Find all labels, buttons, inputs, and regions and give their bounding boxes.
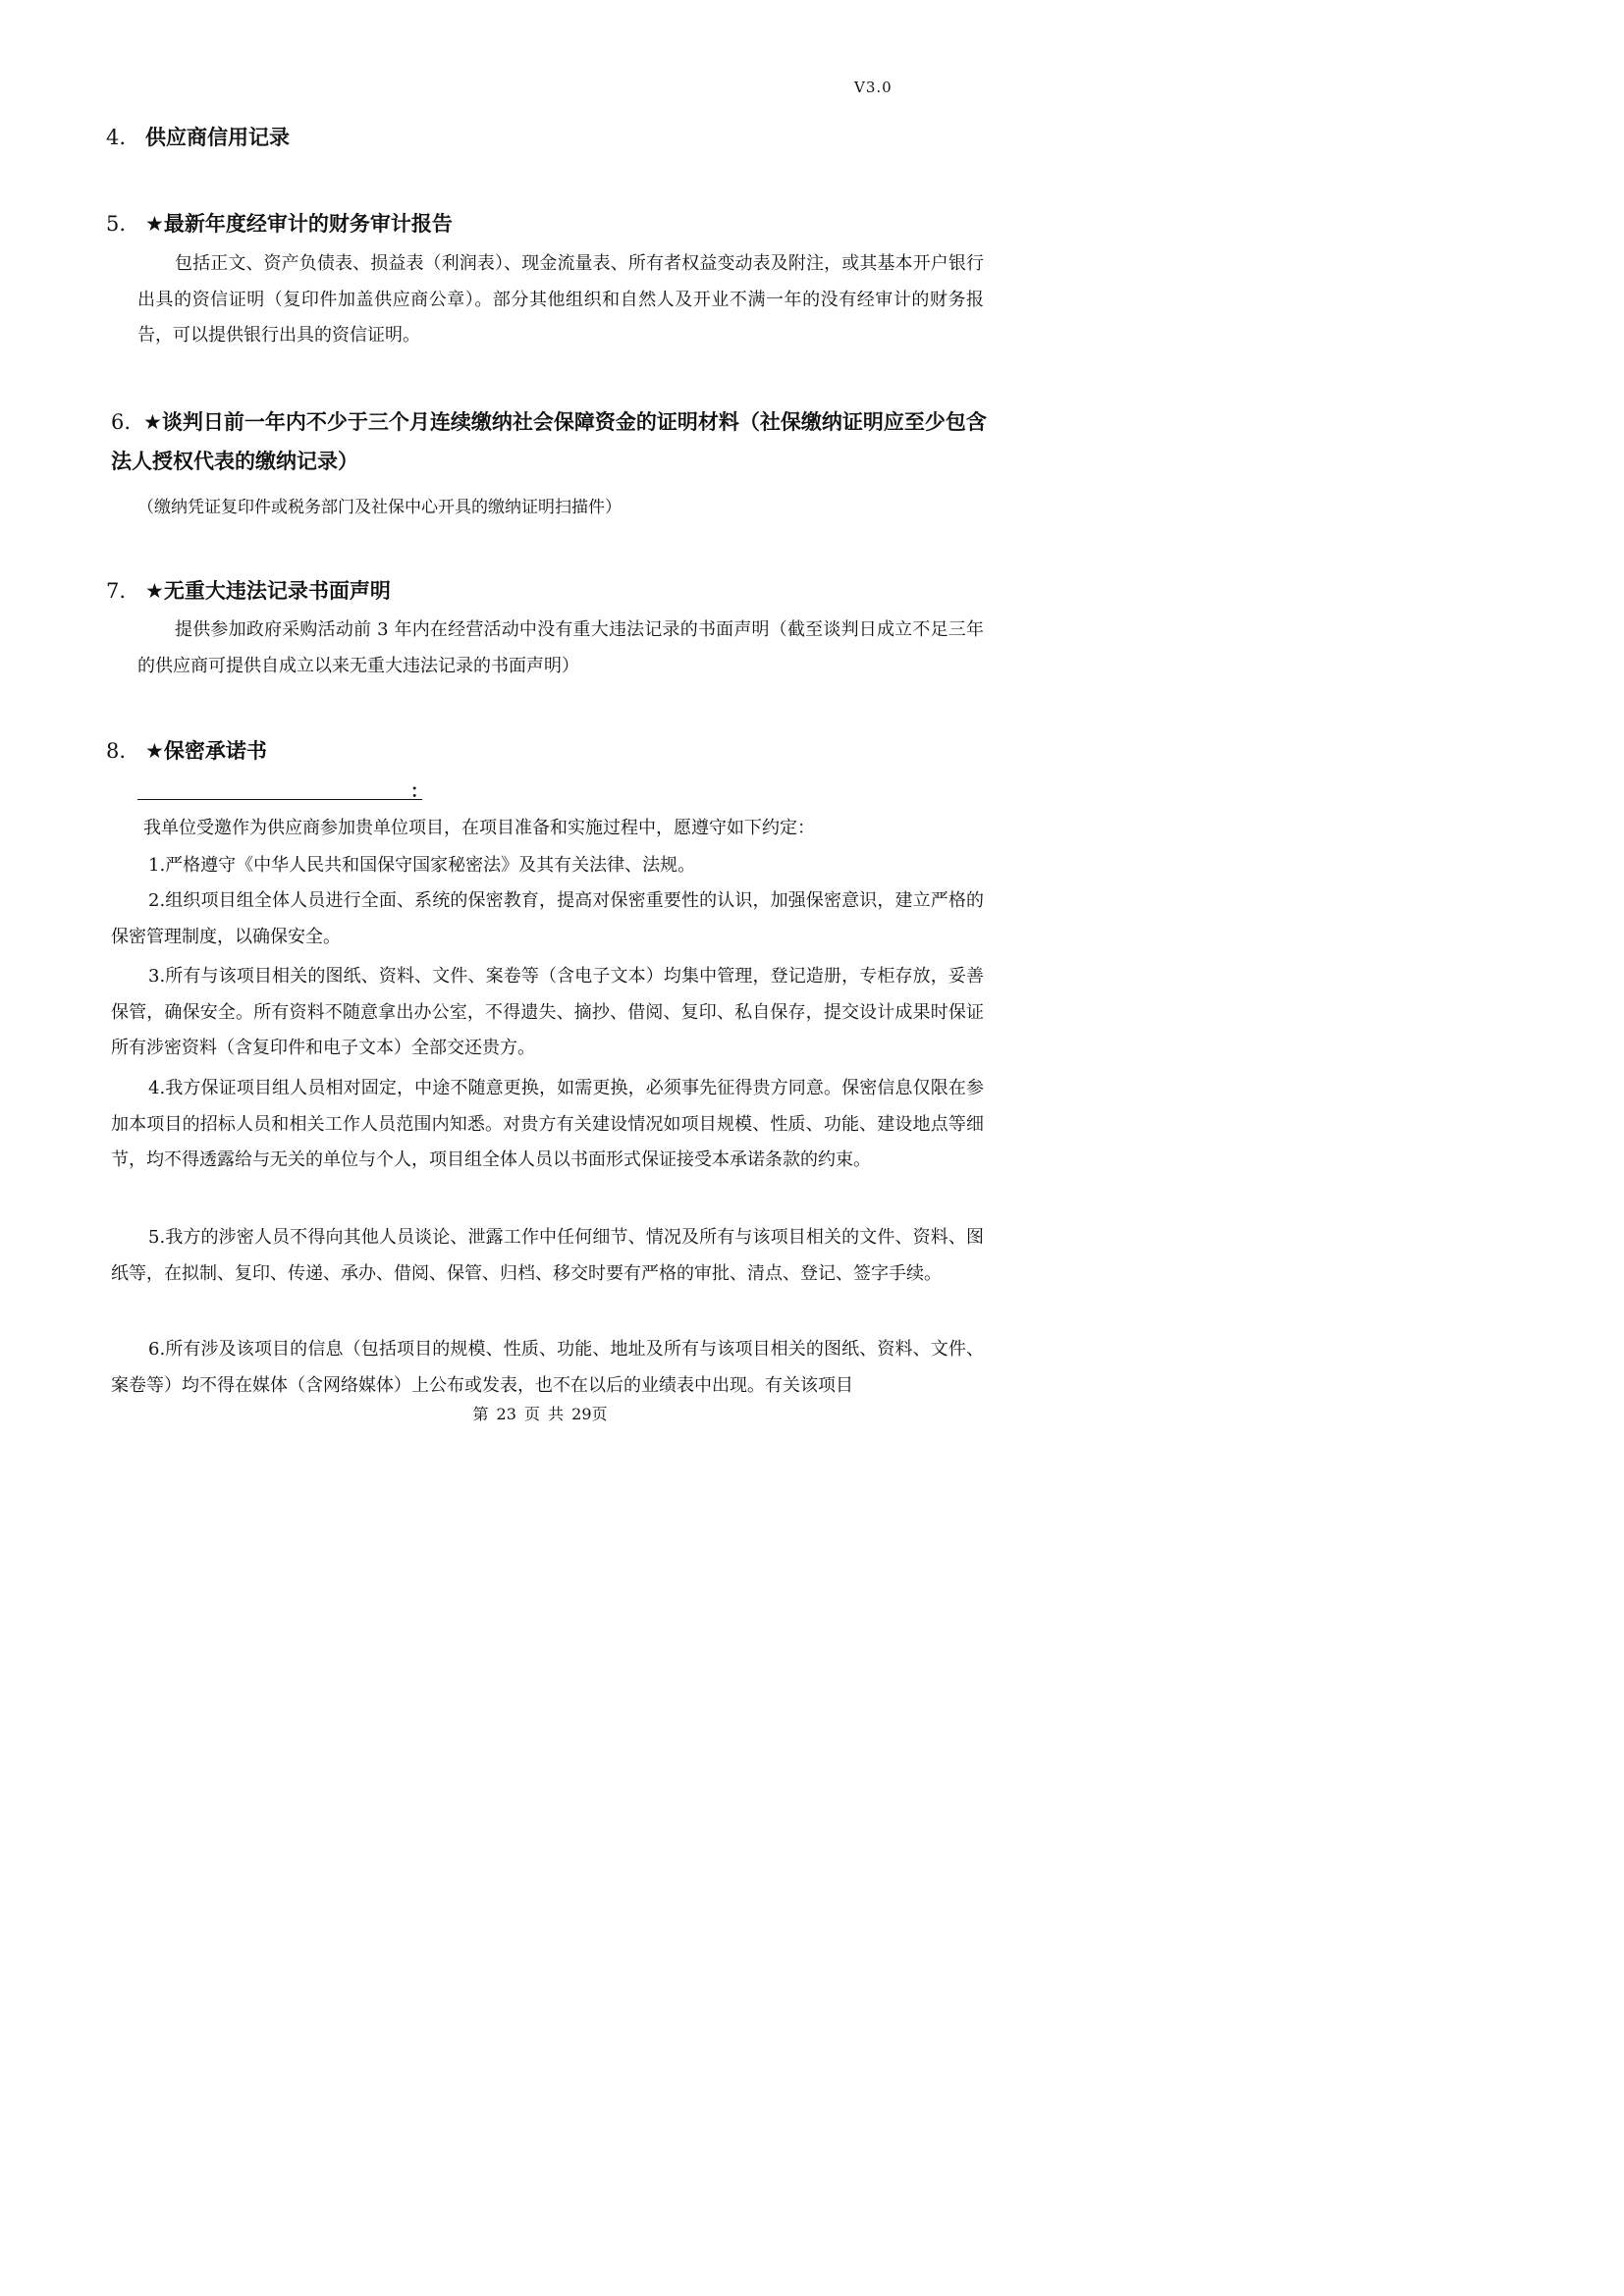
- section-title: ★无重大违法记录书面声明: [145, 579, 391, 603]
- recipient-colon: ：: [410, 781, 428, 802]
- section-8-heading: [106, 735, 267, 765]
- section-number: 4.: [106, 126, 127, 149]
- section-7-heading: [106, 575, 391, 605]
- section-4-heading: [106, 122, 290, 151]
- pledge-item-6: 6.所有涉及该项目的信息（包括项目的规模、性质、功能、地址及所有与该项目相关的图纸、资料、文件、案卷等）均不得在媒体（含网络媒体）上公布或发表，也不在以后的业绩表中出现。有关该项目: [111, 1339, 984, 1396]
- section-title: ★最新年度经审计的财务审计报告: [145, 212, 453, 236]
- pledge-item-3: 3.所有与该项目相关的图纸、资料、文件、案卷等（含电子文本）均集中管理，登记造册，专柜存放，妥善保管，确保安全。所有资料不随意拿出办公室，不得遗失、摘抄、借阅、复印、私自保存，提交设计成果时保证所有涉密资料（含复印件和电子文本）全部交还贵方。: [111, 966, 984, 1058]
- pledge-item-1: 1.严格遵守《中华人民共和国保守国家秘密法》及其有关法律、法规。: [148, 855, 696, 876]
- section-5-body: 包括正文、资产负债表、损益表（利润表）、现金流量表、所有者权益变动表及附注，或其基本开户银行出具的资信证明（复印件加盖供应商公章）。部分其他组织和自然人及开业不满一年的没有经审计的财务报告，可以提供银行出具的资信证明。: [137, 253, 984, 346]
- page-footer: 第 23 页 共 29页: [472, 1405, 608, 1423]
- section-title: 供应商信用记录: [145, 126, 290, 149]
- pledge-item-4: 4.我方保证项目组人员相对固定，中途不随意更换，如需更换，必须事先征得贵方同意。保密信息仅限在参加本项目的招标人员和相关工作人员范围内知悉。对贵方有关建设情况如项目规模、性质、功能、建设地点等细节，均不得透露给与无关的单位与个人，项目组全体人员以书面形式保证接受本承诺条款的约束。: [111, 1078, 984, 1170]
- section-title: ★保密承诺书: [145, 739, 267, 763]
- version-label: V3.0: [854, 79, 893, 96]
- section-title: ★谈判日前一年内不少于三个月连续缴纳社会保障资金的证明材料（社保缴纳证明应至少包含法人授权代表的缴纳记录）: [111, 410, 987, 473]
- section-number: 8.: [106, 739, 127, 763]
- section-6-note: （缴纳凭证复印件或税务部门及社保中心开具的缴纳证明扫描件）: [137, 498, 622, 517]
- section-number: 7.: [106, 579, 127, 603]
- pledge-item-2: 2.组织项目组全体人员进行全面、系统的保密教育，提高对保密重要性的认识，加强保密意识，建立严格的保密管理制度，以确保安全。: [111, 890, 984, 947]
- pledge-intro: 我单位受邀作为供应商参加贵单位项目，在项目准备和实施过程中，愿遵守如下约定：: [143, 818, 815, 838]
- section-7-body: 提供参加政府采购活动前 3 年内在经营活动中没有重大违法记录的书面声明（截至谈判日成立不足三年的供应商可提供自成立以来无重大违法记录的书面声明）: [137, 619, 984, 676]
- recipient-blank-line: [137, 783, 422, 800]
- section-number: 5.: [106, 212, 127, 236]
- section-5-heading: [106, 208, 453, 238]
- section-6-heading: [111, 402, 990, 481]
- pledge-item-5: 5.我方的涉密人员不得向其他人员谈论、泄露工作中任何细节、情况及所有与该项目相关的文件、资料、图纸等，在拟制、复印、传递、承办、借阅、保管、归档、移交时要有严格的审批、清点、登记、签字手续。: [111, 1227, 984, 1284]
- section-number: 6.: [111, 410, 132, 434]
